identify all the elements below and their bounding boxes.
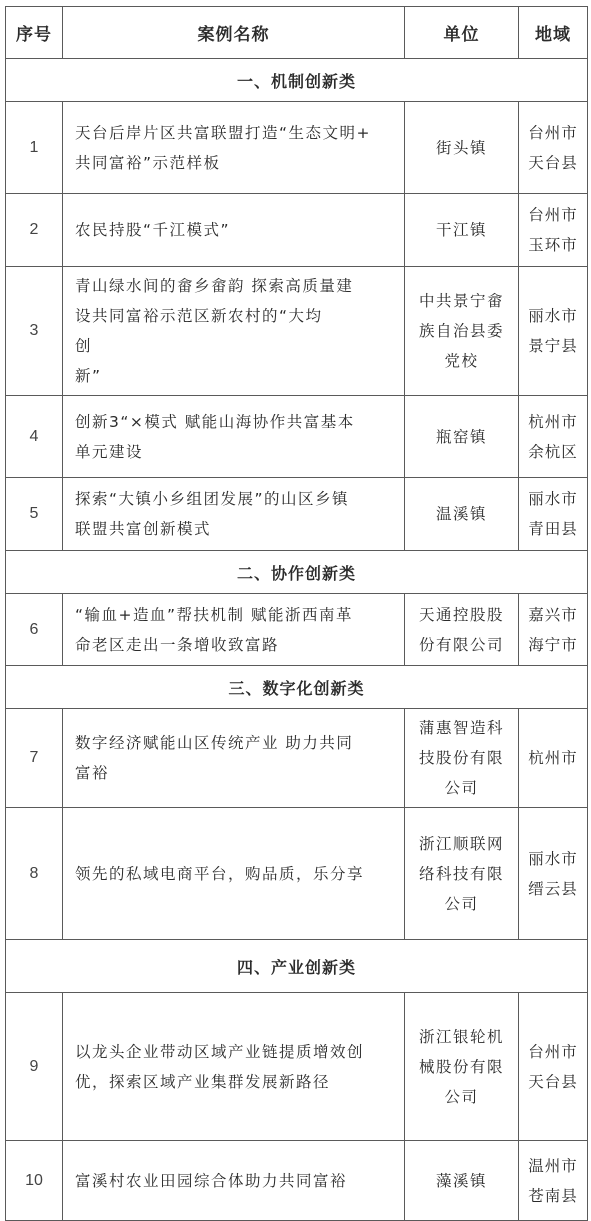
cell-line: 数字经济赋能山区传统产业 助力共同 [75, 734, 354, 752]
cell-seq: 6 [6, 594, 63, 666]
cell-unit [405, 194, 519, 267]
cell-region [519, 594, 588, 666]
cell-line: 富裕 [75, 764, 110, 782]
cell-unit [405, 478, 519, 551]
cell-unit [405, 594, 519, 666]
cell-line: 领先的私域电商平台，购品质，乐分享 [75, 864, 365, 883]
cell-seq: 7 [6, 709, 63, 808]
case-table [5, 6, 588, 1221]
cell-line: “输血+造血”帮扶机制 赋能浙西南革 [75, 605, 353, 624]
cell-case-name [63, 478, 405, 551]
cell-line: 天台后岸片区共富联盟打造“生态文明+ [75, 123, 372, 142]
cell-line: 天通控股股 [418, 605, 504, 624]
cell-seq: 10 [6, 1141, 63, 1221]
cell-unit [405, 267, 519, 396]
cell-line: 台州市 [528, 123, 578, 142]
table-body [6, 59, 588, 1221]
cell-line: 藻溪镇 [435, 1171, 487, 1190]
table-row [6, 478, 588, 551]
cell-line: 台州市 [528, 206, 578, 224]
cell-line: 公司 [444, 779, 479, 797]
cell-unit [405, 808, 519, 940]
cell-case-name [63, 267, 405, 396]
cell-line: 份有限公司 [418, 635, 504, 654]
cell-seq: 8 [6, 808, 63, 940]
table-row [6, 396, 588, 478]
section-title: 四、产业创新类 [6, 940, 588, 993]
cell-line: 蒲惠智造科 [418, 719, 504, 737]
cell-case-name [63, 1141, 405, 1221]
section-row [6, 551, 588, 594]
cell-line: 浙江银轮机 [418, 1027, 504, 1046]
cell-line: 街头镇 [435, 138, 487, 157]
cell-line: 党校 [444, 352, 479, 370]
cell-line: 械股份有限 [418, 1057, 504, 1076]
cell-line: 命老区走出一条增收致富路 [75, 635, 280, 654]
cell-seq: 2 [6, 194, 63, 267]
cell-line: 创 [75, 337, 93, 355]
cell-seq: 3 [6, 267, 63, 396]
cell-line: 天台县 [528, 1072, 578, 1091]
cell-line: 单元建设 [75, 442, 144, 461]
cell-case-name [63, 594, 405, 666]
cell-case-name [63, 709, 405, 808]
cell-line: 苍南县 [528, 1186, 578, 1205]
table-row [6, 993, 588, 1141]
section-row [6, 59, 588, 102]
section-title: 二、协作创新类 [6, 551, 588, 594]
header-name: 案例名称 [63, 7, 405, 59]
cell-line: 中共景宁畲 [418, 292, 504, 310]
cell-line: 丽水市 [528, 307, 578, 325]
cell-line: 以龙头企业带动区域产业链提质增效创 [75, 1042, 365, 1061]
cell-unit [405, 102, 519, 194]
section-title: 一、机制创新类 [6, 59, 588, 102]
cell-unit [405, 993, 519, 1141]
cell-line: 公司 [444, 1087, 479, 1106]
cell-region [519, 993, 588, 1141]
cell-line: 浙江顺联网 [418, 834, 504, 853]
cell-seq: 1 [6, 102, 63, 194]
table-row [6, 594, 588, 666]
cell-case-name [63, 102, 405, 194]
cell-line: 共同富裕”示范样板 [75, 153, 221, 172]
cell-line: 联盟共富创新模式 [75, 520, 212, 538]
cell-region [519, 267, 588, 396]
cell-region [519, 709, 588, 808]
cell-seq: 5 [6, 478, 63, 551]
cell-seq: 9 [6, 993, 63, 1141]
cell-line: 瓶窑镇 [435, 427, 487, 446]
cell-line: 技股份有限 [418, 749, 504, 767]
cell-unit [405, 396, 519, 478]
cell-line: 富溪村农业田园综合体助力共同富裕 [75, 1171, 348, 1190]
header-unit: 单位 [405, 7, 519, 59]
table-row [6, 808, 588, 940]
cell-line: 优，探索区域产业集群发展新路径 [75, 1072, 331, 1091]
cell-region [519, 1141, 588, 1221]
table-row [6, 1141, 588, 1221]
table-row [6, 709, 588, 808]
header-region: 地域 [519, 7, 588, 59]
header-seq: 序号 [6, 7, 63, 59]
cell-line: 设共同富裕示范区新农村的“大均 [75, 307, 323, 325]
cell-line: 公司 [444, 894, 479, 913]
cell-region [519, 102, 588, 194]
cell-line: 丽水市 [528, 490, 578, 508]
cell-unit [405, 1141, 519, 1221]
section-row [6, 940, 588, 993]
cell-seq: 4 [6, 396, 63, 478]
section-row [6, 666, 588, 709]
cell-line: 青田县 [528, 520, 578, 538]
cell-region [519, 478, 588, 551]
cell-line: 干江镇 [435, 221, 487, 239]
cell-line: 青山绿水间的畲乡畲韵 探索高质量建 [75, 277, 354, 295]
cell-line: 嘉兴市 [528, 605, 578, 624]
section-title: 三、数字化创新类 [6, 666, 588, 709]
cell-region [519, 808, 588, 940]
table-row [6, 102, 588, 194]
cell-line: 余杭区 [528, 442, 578, 461]
cell-line: 创新3“×模式 赋能山海协作共富基本 [75, 412, 355, 431]
cell-case-name [63, 194, 405, 267]
table-row [6, 194, 588, 267]
cell-line: 丽水市 [528, 849, 578, 868]
cell-case-name [63, 993, 405, 1141]
cell-line: 海宁市 [528, 635, 578, 654]
cell-line: 农民持股“千江模式” [75, 221, 231, 239]
cell-line: 温州市 [528, 1156, 578, 1175]
cell-line: 新” [75, 367, 102, 385]
cell-line: 台州市 [528, 1042, 578, 1061]
cell-line: 温溪镇 [435, 505, 487, 523]
cell-line: 杭州市 [528, 749, 578, 767]
header-row [6, 7, 588, 59]
cell-region [519, 396, 588, 478]
table-row [6, 267, 588, 396]
cell-line: 探索“大镇小乡组团发展”的山区乡镇 [75, 490, 350, 508]
cell-line: 景宁县 [528, 337, 578, 355]
cell-region [519, 194, 588, 267]
cell-line: 天台县 [528, 153, 578, 172]
cell-line: 络科技有限 [418, 864, 504, 883]
cell-unit [405, 709, 519, 808]
cell-line: 杭州市 [528, 412, 578, 431]
cell-line: 缙云县 [528, 879, 578, 898]
cell-line: 族自治县委 [418, 322, 504, 340]
cell-case-name [63, 396, 405, 478]
cell-case-name [63, 808, 405, 940]
cell-line: 玉环市 [528, 236, 578, 254]
